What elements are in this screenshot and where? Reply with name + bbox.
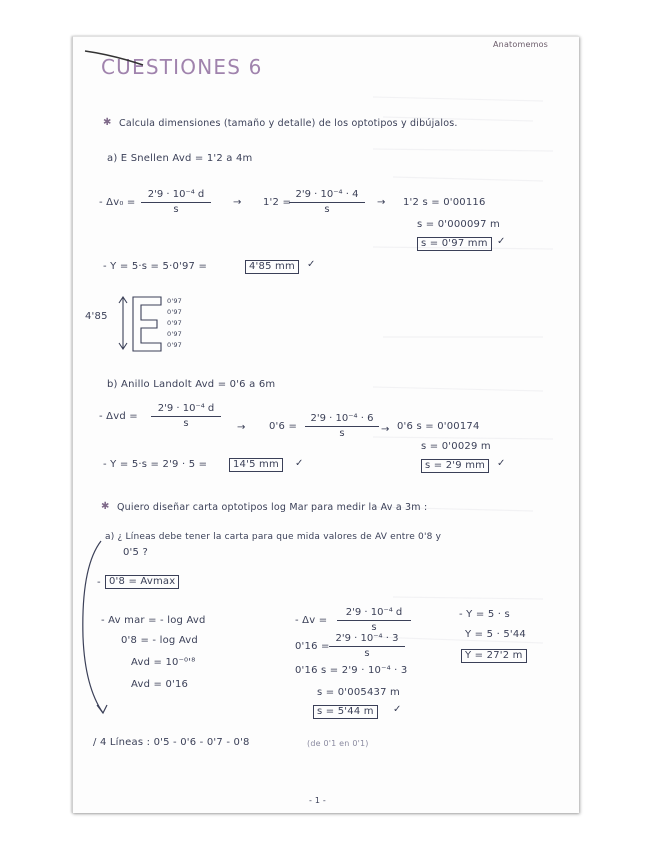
q1a-s-value: s = 0'000097 m: [417, 219, 500, 230]
q2-given-boxed: 0'8 = Avmax: [105, 575, 179, 589]
q1a-formula-lhs: - Δv₀ =: [99, 197, 136, 208]
q2-col2-s-result: s = 5'44 m: [313, 705, 378, 719]
q1a-eq2-lhs: 1'2 =: [263, 197, 292, 208]
q2-col3-line: Y = 5 · 5'44: [465, 629, 526, 640]
page-number: - 1 -: [309, 796, 326, 805]
q2-col2-fraction-1: 2'9 · 10⁻⁴ d s: [337, 607, 411, 634]
bullet-icon: ✱: [103, 117, 112, 128]
drawing-tick: 0'97: [167, 341, 182, 349]
q1b-y-line: - Y = 5·s = 2'9 · 5 =: [103, 459, 208, 470]
q1a-y-result: 4'85 mm: [245, 260, 299, 274]
q1b-fraction-1: 2'9 · 10⁻⁴ d s: [151, 403, 221, 430]
header-tag: Anatomemos: [493, 40, 549, 49]
q2-col1-line: Avd = 10⁻⁰'⁸: [131, 657, 196, 668]
drawing-tick: 0'97: [167, 297, 182, 305]
q1b-label: b) Anillo Landolt Avd = 0'6 a 6m: [107, 379, 276, 390]
q1b-y-result: 14'5 mm: [229, 458, 283, 472]
check-icon: ✓: [307, 259, 316, 270]
check-icon: ✓: [295, 458, 304, 469]
q2-col2-fraction-2: 2'9 · 10⁻⁴ · 3 s: [329, 633, 405, 660]
q2-col1-line: 0'8 = - log Avd: [121, 635, 198, 646]
q2-col3-result: Y = 27'2 m: [461, 649, 527, 663]
q2-col3-line: - Y = 5 · s: [459, 609, 510, 620]
arrow-icon: →: [381, 424, 390, 435]
q2-col2-lhs: - Δv =: [295, 615, 328, 626]
q1b-s-result: s = 2'9 mm: [421, 459, 489, 473]
q2-lines-answer: / 4 Líneas : 0'5 - 0'6 - 0'7 - 0'8: [93, 737, 250, 748]
q2a-question-2: 0'5 ?: [123, 547, 148, 558]
q1-statement: Calcula dimensiones (tamaño y detalle) de los optotipos y dibújalos.: [119, 118, 458, 129]
drawing-tick: 0'97: [167, 330, 182, 338]
q1a-s-result: s = 0'97 mm: [417, 237, 492, 251]
q2-col2-eq3: 0'16 s = 2'9 · 10⁻⁴ · 3: [295, 665, 408, 676]
drawing-tick: 0'97: [167, 319, 182, 327]
q1b-eq2-lhs: 0'6 =: [269, 421, 298, 432]
q2a-question-1: a) ¿ Líneas debe tener la carta para que mida valores de AV entre 0'8 y: [105, 532, 442, 542]
q1a-fraction-2: 2'9 · 10⁻⁴ · 4 s: [289, 189, 365, 216]
check-icon: ✓: [497, 458, 506, 469]
arrow-icon: →: [237, 422, 246, 433]
q2-statement: Quiero diseñar carta optotipos log Mar para medir la Av a 3m :: [117, 502, 428, 513]
arrow-icon: →: [233, 197, 242, 208]
q1a-fraction-1: 2'9 · 10⁻⁴ d s: [141, 189, 211, 216]
q1b-eq3: 0'6 s = 0'00174: [397, 421, 480, 432]
q2-col1-line: - Av mar = - log Avd: [101, 615, 206, 626]
page-title: CUESTIONES 6: [101, 55, 263, 79]
q1a-label: a) E Snellen Avd = 1'2 a 4m: [107, 153, 253, 164]
check-icon: ✓: [497, 236, 506, 247]
q2-col2-s-value: s = 0'005437 m: [317, 687, 400, 698]
q1b-fraction-2: 2'9 · 10⁻⁴ · 6 s: [305, 413, 379, 440]
q1a-eq3: 1'2 s = 0'00116: [403, 197, 486, 208]
notebook-page: [72, 36, 579, 813]
bullet-icon: ✱: [101, 501, 110, 512]
q1a-y-line: - Y = 5·s = 5·0'97 =: [103, 261, 208, 272]
q1b-s-value: s = 0'0029 m: [421, 441, 491, 452]
q2-col2-eq2-lhs: 0'16 =: [295, 641, 330, 652]
drawing-tick: 0'97: [167, 308, 182, 316]
check-icon: ✓: [393, 704, 402, 715]
q1b-formula-lhs: - Δvd =: [99, 411, 138, 422]
dash-mark: -: [97, 577, 101, 588]
q2-col1-line: Avd = 0'16: [131, 679, 189, 690]
arrow-icon: →: [377, 197, 386, 208]
q2-lines-note: (de 0'1 en 0'1): [307, 739, 369, 748]
drawing-height-label: 4'85: [85, 311, 108, 322]
